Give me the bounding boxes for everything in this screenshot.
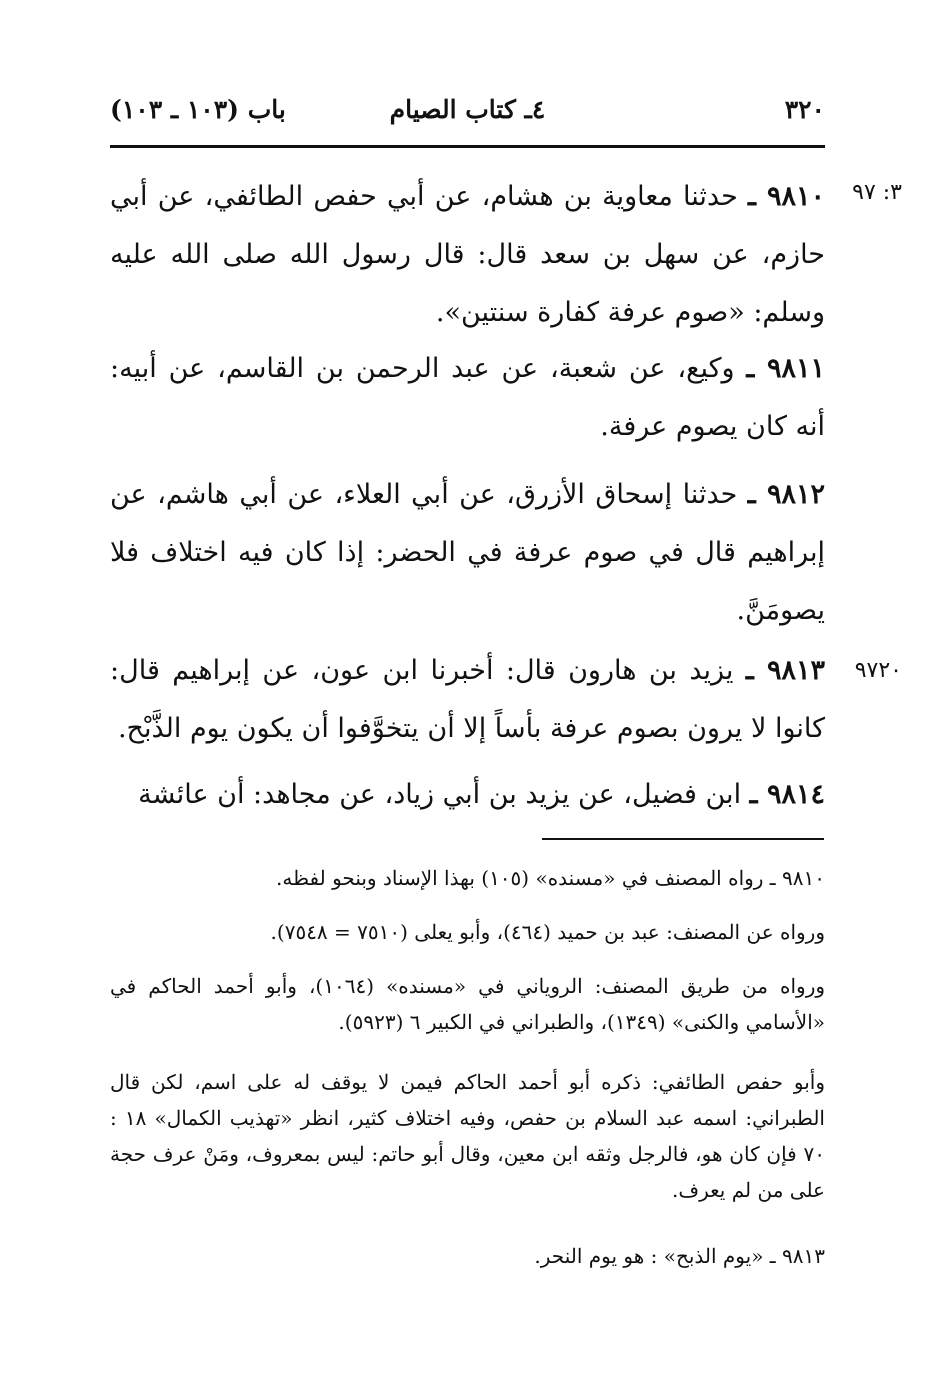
hadith-paragraph: [110, 766, 825, 824]
footnote: وأبو حفص الطائفي: ذكره أبو أحمد الحاكم فيمن لا يوقف له على اسم، لكن قال الطبراني: اسمه عبد السلام بن حفص، وفيه اختلاف كثير، انظر «تهذيب الكمال» ١٨ : ٧٠ فإن كان هو، فالرجل وثقه ابن معين، وقال أبو حاتم: ليس بمعروف، ومَنْ عرف حجة على من لم يعرف.: [110, 1070, 825, 1202]
footnote: ٩٨١٣ ـ «يوم الذبح» : هو يوم النحر.: [534, 1244, 825, 1268]
footnote: ورواه من طريق المصنف: الروياني في «مسنده» (١٠٦٤)، وأبو أحمد الحاكم في «الأسامي والكنى» (١٣٤٩)، والطبراني في الكبير ٦ (٥٩٢٣).: [110, 974, 826, 1034]
page-number: ٣٢٠: [784, 95, 825, 124]
footnote: ٩٨١٠ ـ رواه المصنف في «مسنده» (١٠٥) بهذا الإسناد وبنحو لفظه.: [276, 866, 825, 890]
hadith-number: ٩٨١٤ ـ: [749, 779, 825, 810]
hadith-paragraph: [110, 340, 825, 456]
book-title: ٤ـ كتاب الصيام: [389, 95, 546, 124]
hadith-text: يزيد بن هارون قال: أخبرنا ابن عون، عن إبراهيم قال: كانوا لا يرون بصوم عرفة بأساً إلا أن يتخوَّفوا أن يكون يوم الذَّبْح.: [110, 655, 825, 744]
margin-reference: ٩٧٢٠: [854, 658, 902, 683]
chapter-heading: باب (١٠٣ ـ ١٠٣): [110, 95, 286, 124]
hadith-paragraph: [110, 642, 825, 758]
hadith-number: ٩٨١٠ ـ: [748, 181, 826, 212]
hadith-paragraph: [110, 168, 825, 342]
hadith-text: ابن فضيل، عن يزيد بن أبي زياد، عن مجاهد: أن عائشة: [138, 779, 742, 810]
footnote-separator: [542, 838, 824, 840]
hadith-number: ٩٨١٣ ـ: [745, 655, 825, 686]
margin-reference: ٣: ٩٧: [852, 180, 902, 205]
hadith-number: ٩٨١١ ـ: [746, 353, 825, 384]
footnote: ورواه عن المصنف: عبد بن حميد (٤٦٤)، وأبو يعلى (٧٥١٠ = ٧٥٤٨).: [270, 920, 825, 944]
hadith-text: حدثنا إسحاق الأزرق، عن أبي العلاء، عن أبي هاشم، عن إبراهيم قال في صوم عرفة في الحضر: إذا كان فيه اختلاف فلا يصومَنَّ.: [110, 479, 825, 626]
hadith-text: حدثنا معاوية بن هشام، عن أبي حفص الطائفي، عن أبي حازم، عن سهل بن سعد قال: قال رسول الله صلى الله عليه وسلم: «صوم عرفة كفارة سنتين».: [110, 181, 825, 328]
page-header: [110, 95, 825, 148]
hadith-paragraph: [110, 466, 825, 640]
hadith-text: وكيع، عن شعبة، عن عبد الرحمن بن القاسم، عن أبيه: أنه كان يصوم عرفة.: [110, 353, 825, 442]
hadith-number: ٩٨١٢ ـ: [747, 479, 825, 510]
